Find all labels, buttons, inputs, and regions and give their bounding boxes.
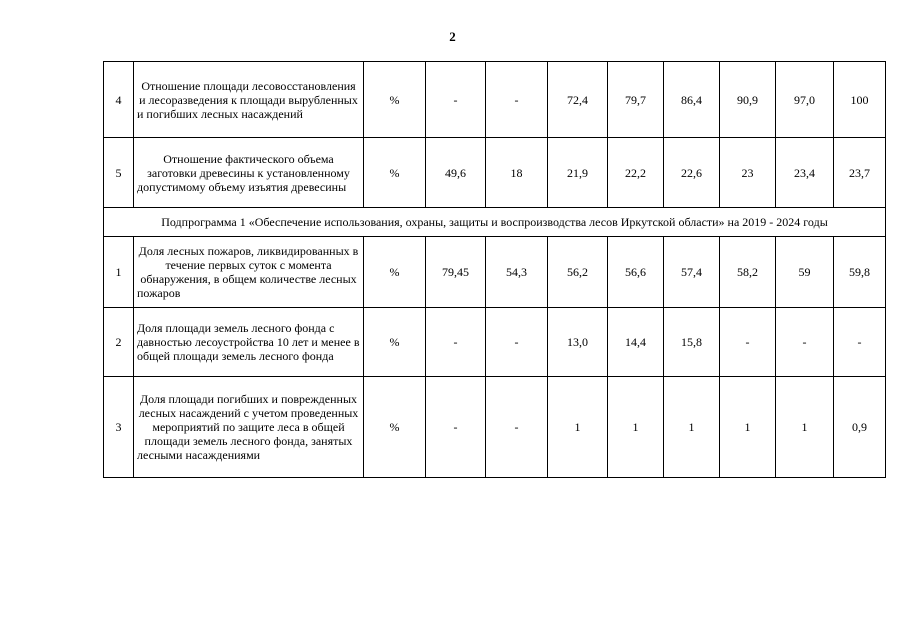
value-cell: -	[486, 377, 548, 478]
value-cell: -	[426, 62, 486, 138]
subprogram-row	[104, 208, 886, 237]
value-cell: 23	[720, 138, 776, 208]
table-row	[104, 138, 886, 208]
value-cell: 59,8	[834, 237, 886, 308]
table-row	[104, 308, 886, 377]
value-cell: 57,4	[664, 237, 720, 308]
value-cell: 21,9	[548, 138, 608, 208]
value-cell: 86,4	[664, 62, 720, 138]
value-cell: 22,6	[664, 138, 720, 208]
indicator-name: Доля лесных пожаров, ликвидированных в течение первых суток с момента обнаружения, в общем количестве лесных пожаров	[134, 237, 364, 308]
value-cell: 1	[776, 377, 834, 478]
value-cell: 100	[834, 62, 886, 138]
value-cell: 90,9	[720, 62, 776, 138]
indicator-name: Доля площади земель лесного фонда с давностью лесоустройства 10 лет и менее в общей площади земель лесного фонда	[134, 308, 364, 377]
indicator-name: Доля площади погибших и поврежденных лесных насаждений с учетом проведенных мероприятий по защите леса в общей площади земель лесного фонда, занятых лесными насаждениями	[134, 377, 364, 478]
row-number: 1	[104, 237, 134, 308]
value-cell: 1	[608, 377, 664, 478]
value-cell: 23,4	[776, 138, 834, 208]
value-cell: 22,2	[608, 138, 664, 208]
row-number: 2	[104, 308, 134, 377]
value-cell: 59	[776, 237, 834, 308]
unit-cell: %	[364, 138, 426, 208]
value-cell: 72,4	[548, 62, 608, 138]
value-cell: 79,7	[608, 62, 664, 138]
value-cell: 54,3	[486, 237, 548, 308]
unit-cell: %	[364, 62, 426, 138]
indicator-name: Отношение фактического объема заготовки древесины к установленному допустимому объему изъятия древесины	[134, 138, 364, 208]
value-cell: -	[834, 308, 886, 377]
page-number: 2	[449, 29, 456, 44]
unit-cell: %	[364, 237, 426, 308]
value-cell: 1	[664, 377, 720, 478]
indicator-name: Отношение площади лесовосстановления и лесоразведения к площади вырубленных и погибших лесных насаждений	[134, 62, 364, 138]
value-cell: 18	[486, 138, 548, 208]
value-cell: 56,2	[548, 237, 608, 308]
table-row	[104, 237, 886, 308]
value-cell: 1	[720, 377, 776, 478]
value-cell: -	[486, 308, 548, 377]
unit-cell: %	[364, 308, 426, 377]
value-cell: 49,6	[426, 138, 486, 208]
row-number: 5	[104, 138, 134, 208]
value-cell: -	[776, 308, 834, 377]
value-cell: 14,4	[608, 308, 664, 377]
table-row	[104, 377, 886, 478]
value-cell: -	[426, 308, 486, 377]
value-cell: -	[426, 377, 486, 478]
value-cell: 97,0	[776, 62, 834, 138]
value-cell: 58,2	[720, 237, 776, 308]
row-number: 3	[104, 377, 134, 478]
value-cell: -	[486, 62, 548, 138]
row-number: 4	[104, 62, 134, 138]
table-row	[104, 62, 886, 138]
value-cell: 13,0	[548, 308, 608, 377]
indicators-table	[103, 61, 886, 478]
value-cell: 56,6	[608, 237, 664, 308]
value-cell: 0,9	[834, 377, 886, 478]
unit-cell: %	[364, 377, 426, 478]
value-cell: -	[720, 308, 776, 377]
value-cell: 1	[548, 377, 608, 478]
subprogram-title: Подпрограмма 1 «Обеспечение использования, охраны, защиты и воспроизводства лесов Иркутской области» на 2019 - 2024 годы	[104, 208, 886, 237]
value-cell: 23,7	[834, 138, 886, 208]
value-cell: 79,45	[426, 237, 486, 308]
value-cell: 15,8	[664, 308, 720, 377]
